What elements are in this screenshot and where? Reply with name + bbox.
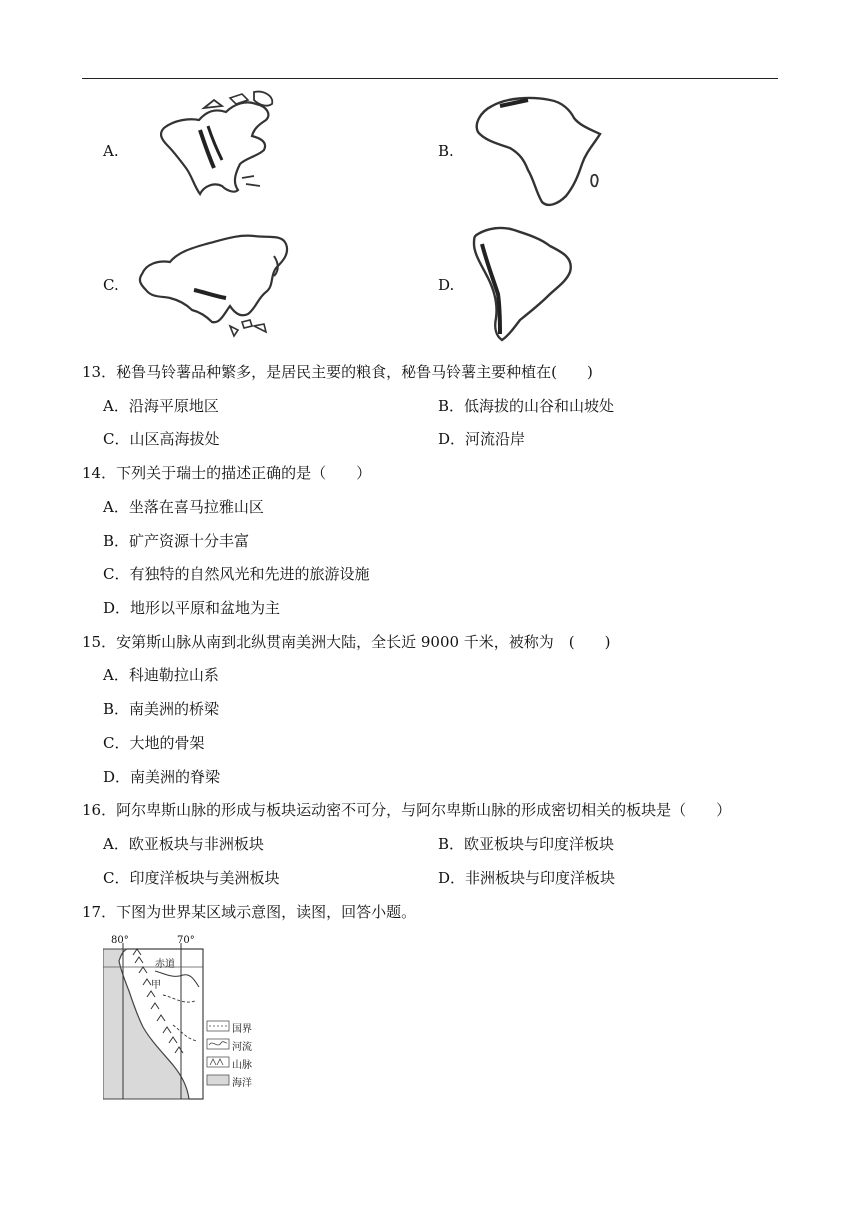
legend-ocean-label: 海洋 [232, 1078, 252, 1089]
question-13-option-b[interactable]: B．低海拔的山谷和山坡处 [438, 397, 615, 415]
question-15-option-c[interactable]: C．大地的骨架 [103, 734, 205, 752]
option-d-label: D. [438, 276, 455, 294]
option-b-label: B. [438, 142, 454, 160]
place-jia-label: 甲 [151, 980, 161, 991]
question-15-option-d[interactable]: D．南美洲的脊梁 [103, 768, 221, 786]
question-14-option-c[interactable]: C．有独特的自然风光和先进的旅游设施 [103, 565, 370, 583]
question-13-stem: 13．秘鲁马铃薯品种繁多，是居民主要的粮食，秘鲁马铃薯主要种植在( ) [82, 363, 593, 381]
question-16-option-a[interactable]: A．欧亚板块与非洲板块 [103, 835, 264, 853]
question-16-stem: 16．阿尔卑斯山脉的形成与板块运动密不可分，与阿尔卑斯山脉的形成密切相关的板块是（ ） [82, 801, 732, 819]
legend-mountain-label: 山脉 [232, 1060, 252, 1071]
question-13-option-a[interactable]: A．沿海平原地区 [103, 397, 219, 415]
question-14-option-a[interactable]: A．坐落在喜马拉雅山区 [103, 498, 264, 516]
north-america-map [134, 90, 294, 205]
region-map-figure [103, 935, 263, 1101]
option-a-label: A. [103, 142, 119, 160]
longitude-70-label: 70° [177, 935, 195, 946]
legend-border-label: 国界 [232, 1024, 252, 1035]
option-c-label: C. [103, 276, 119, 294]
equator-label: 赤道 [155, 959, 175, 970]
question-14-stem: 14．下列关于瑞士的描述正确的是（ ） [82, 464, 372, 482]
south-america-map [470, 224, 580, 346]
question-16-option-c[interactable]: C．印度洋板块与美洲板块 [103, 869, 280, 887]
question-16-option-b[interactable]: B．欧亚板块与印度洋板块 [438, 835, 615, 853]
question-17-stem: 17．下图为世界某区域示意图，读图，回答小题。 [82, 903, 417, 921]
question-13-option-c[interactable]: C．山区高海拔处 [103, 430, 220, 448]
question-13-option-d[interactable]: D．河流沿岸 [438, 430, 526, 448]
question-15-option-a[interactable]: A．科迪勒拉山系 [103, 666, 219, 684]
question-16-option-d[interactable]: D．非洲板块与印度洋板块 [438, 869, 616, 887]
longitude-80-label: 80° [111, 935, 129, 946]
question-15-stem: 15．安第斯山脉从南到北纵贯南美洲大陆，全长近 9000 千米，被称为 ( ) [82, 633, 611, 651]
question-15-option-b[interactable]: B．南美洲的桥梁 [103, 700, 220, 718]
question-14-option-d[interactable]: D．地形以平原和盆地为主 [103, 599, 281, 617]
africa-map [470, 92, 610, 210]
question-14-option-b[interactable]: B．矿产资源十分丰富 [103, 532, 250, 550]
header-rule [82, 78, 778, 79]
asia-map [134, 226, 294, 344]
legend-river-label: 河流 [232, 1042, 252, 1053]
